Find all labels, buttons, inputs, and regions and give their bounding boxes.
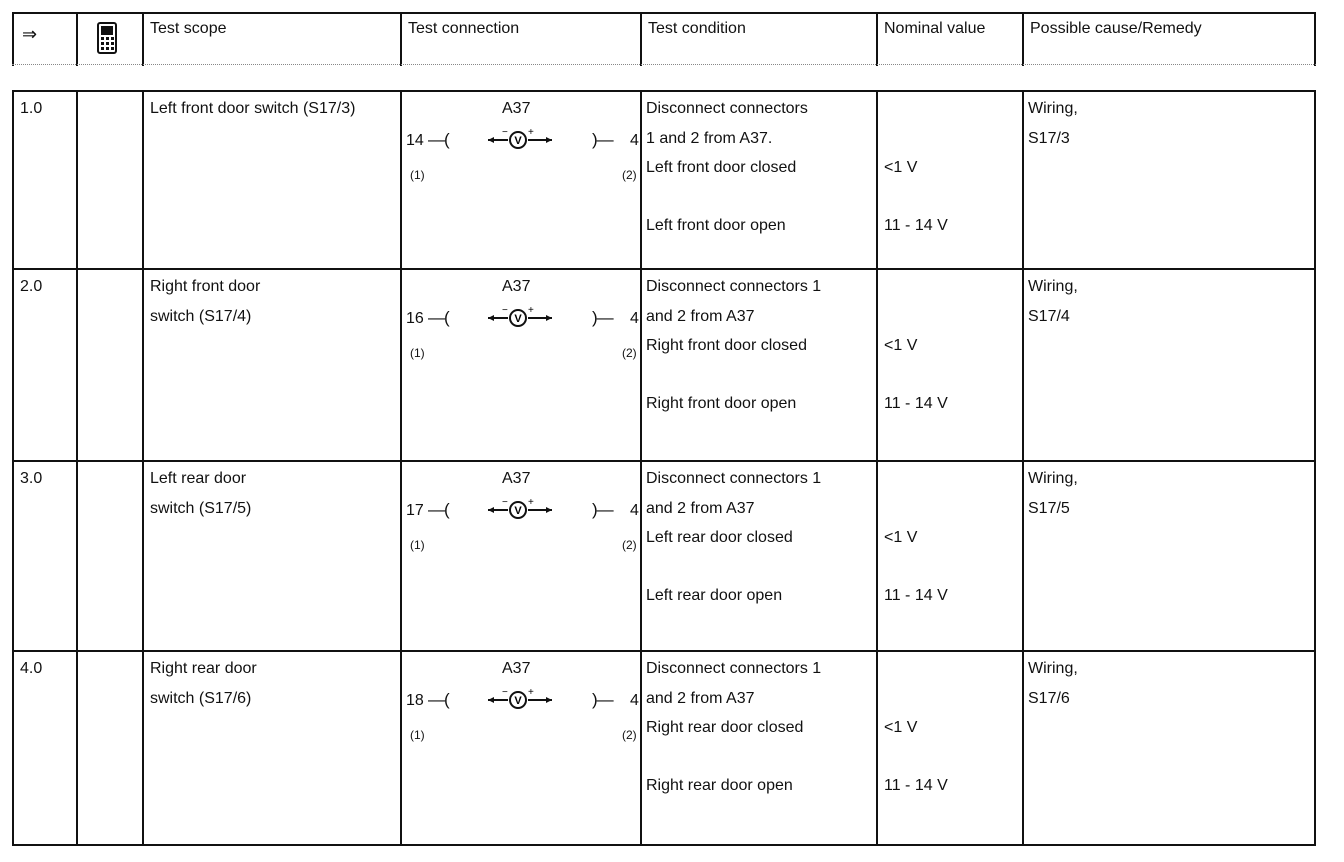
tester-cell (76, 92, 142, 268)
pin-left: 16 (406, 310, 424, 327)
condition-line-1: Disconnect connectors (646, 100, 808, 117)
scope-line-1: Right front door (150, 278, 261, 295)
connector-label: A37 (502, 100, 531, 117)
nominal-cell (876, 270, 1022, 460)
scope-cell (142, 270, 400, 460)
connector-label: A37 (502, 660, 531, 677)
voltmeter-icon (488, 688, 558, 712)
svg-text:−: − (502, 688, 508, 698)
cause-line-2: S17/4 (1028, 308, 1070, 325)
handheld-tester-icon (96, 22, 118, 54)
scope-line-2: switch (S17/6) (150, 690, 252, 707)
plug-left-icon: —( (428, 500, 449, 519)
header-test-condition: Test condition (640, 14, 876, 66)
scope-line-2: switch (S17/4) (150, 308, 252, 325)
step-cell (14, 270, 76, 460)
condition-line-2: 1 and 2 from A37. (646, 130, 773, 147)
pin-left: 14 (406, 132, 424, 149)
plug-right-icon: )— (592, 130, 613, 149)
condition-line-1: Disconnect connectors 1 (646, 278, 822, 295)
condition-cell (640, 652, 876, 844)
connection-cell (400, 462, 640, 650)
plug-left-icon: —( (428, 130, 449, 149)
connection-cell (400, 92, 640, 268)
table-row-4 (12, 650, 1316, 846)
connector-1-label: (1) (410, 346, 425, 360)
table-row-2 (12, 268, 1316, 462)
svg-text:V: V (514, 135, 522, 147)
condition-open: Left front door open (646, 217, 786, 234)
step-number: 2.0 (20, 278, 43, 295)
table-row-3 (12, 460, 1316, 652)
cause-cell (1022, 462, 1318, 650)
scope-line-2: switch (S17/5) (150, 500, 252, 517)
value-closed: <1 V (884, 719, 918, 736)
svg-text:+: + (528, 128, 534, 138)
plug-right-icon: )— (592, 690, 613, 709)
condition-cell (640, 270, 876, 460)
tester-cell (76, 652, 142, 844)
cause-line-1: Wiring, (1028, 660, 1078, 677)
scope-line-1: Left front door switch (S17/3) (150, 100, 356, 117)
pin-left: 18 (406, 692, 424, 709)
svg-text:V: V (514, 505, 522, 517)
nominal-cell (876, 92, 1022, 268)
table-row-1 (12, 90, 1316, 270)
value-open: 11 - 14 V (884, 777, 948, 794)
connector-1-label: (1) (410, 728, 425, 742)
header-tester-cell (76, 14, 142, 66)
step-cell (14, 462, 76, 650)
condition-open: Left rear door open (646, 587, 783, 604)
condition-line-1: Disconnect connectors 1 (646, 660, 822, 677)
nominal-cell (876, 652, 1022, 844)
connector-label: A37 (502, 470, 531, 487)
cause-line-1: Wiring, (1028, 100, 1078, 117)
header-test-connection: Test connection (400, 14, 640, 66)
pin-right: 4 (630, 132, 639, 149)
connector-2-label: (2) (622, 346, 637, 360)
step-cell (14, 92, 76, 268)
arrow-right-icon: ⇒ (22, 24, 38, 44)
cause-line-2: S17/5 (1028, 500, 1070, 517)
value-open: 11 - 14 V (884, 217, 948, 234)
value-open: 11 - 14 V (884, 587, 948, 604)
pin-left: 17 (406, 502, 424, 519)
cause-cell (1022, 652, 1318, 844)
value-closed: <1 V (884, 159, 918, 176)
svg-text:+: + (528, 306, 534, 316)
connector-1-label: (1) (410, 168, 425, 182)
condition-closed: Right front door closed (646, 337, 807, 354)
connector-2-label: (2) (622, 168, 637, 182)
pin-right: 4 (630, 310, 639, 327)
pin-right: 4 (630, 502, 639, 519)
voltmeter-icon (488, 128, 558, 152)
tester-cell (76, 270, 142, 460)
connector-1-label: (1) (410, 538, 425, 552)
header-arrow-cell (14, 14, 76, 66)
step-number: 3.0 (20, 470, 43, 487)
svg-text:−: − (502, 128, 508, 138)
condition-cell (640, 462, 876, 650)
value-closed: <1 V (884, 529, 918, 546)
connection-cell (400, 270, 640, 460)
condition-line-2: and 2 from A37 (646, 500, 755, 517)
condition-line-1: Disconnect connectors 1 (646, 470, 822, 487)
step-number: 1.0 (20, 100, 43, 117)
cause-line-2: S17/3 (1028, 130, 1070, 147)
scope-cell (142, 462, 400, 650)
condition-line-2: and 2 from A37 (646, 690, 755, 707)
voltmeter-icon (488, 498, 558, 522)
nominal-cell (876, 462, 1022, 650)
plug-left-icon: —( (428, 308, 449, 327)
svg-text:−: − (502, 498, 508, 508)
connector-2-label: (2) (622, 538, 637, 552)
connector-label: A37 (502, 278, 531, 295)
cause-cell (1022, 92, 1318, 268)
scope-line-1: Left rear door (150, 470, 247, 487)
table-header (12, 12, 1316, 66)
step-number: 4.0 (20, 660, 43, 677)
scope-line-1: Right rear door (150, 660, 257, 677)
plug-right-icon: )— (592, 308, 613, 327)
cause-line-1: Wiring, (1028, 278, 1078, 295)
header-nominal-value: Nominal value (876, 14, 1022, 66)
svg-text:+: + (528, 688, 534, 698)
header-test-scope: Test scope (142, 14, 400, 66)
condition-open: Right front door open (646, 395, 797, 412)
divider (12, 64, 1316, 65)
connection-cell (400, 652, 640, 844)
voltmeter-icon (488, 306, 558, 330)
value-closed: <1 V (884, 337, 918, 354)
condition-open: Right rear door open (646, 777, 793, 794)
condition-closed: Left rear door closed (646, 529, 793, 546)
svg-text:V: V (514, 695, 522, 707)
svg-text:−: − (502, 306, 508, 316)
connector-2-label: (2) (622, 728, 637, 742)
step-cell (14, 652, 76, 844)
condition-closed: Left front door closed (646, 159, 797, 176)
header-possible-cause: Possible cause/Remedy (1022, 14, 1318, 66)
condition-line-2: and 2 from A37 (646, 308, 755, 325)
value-open: 11 - 14 V (884, 395, 948, 412)
svg-text:V: V (514, 313, 522, 325)
tester-cell (76, 462, 142, 650)
plug-left-icon: —( (428, 690, 449, 709)
svg-text:+: + (528, 498, 534, 508)
plug-right-icon: )— (592, 500, 613, 519)
condition-cell (640, 92, 876, 268)
cause-line-2: S17/6 (1028, 690, 1070, 707)
scope-cell (142, 92, 400, 268)
scope-cell (142, 652, 400, 844)
cause-cell (1022, 270, 1318, 460)
condition-closed: Right rear door closed (646, 719, 804, 736)
pin-right: 4 (630, 692, 639, 709)
cause-line-1: Wiring, (1028, 470, 1078, 487)
